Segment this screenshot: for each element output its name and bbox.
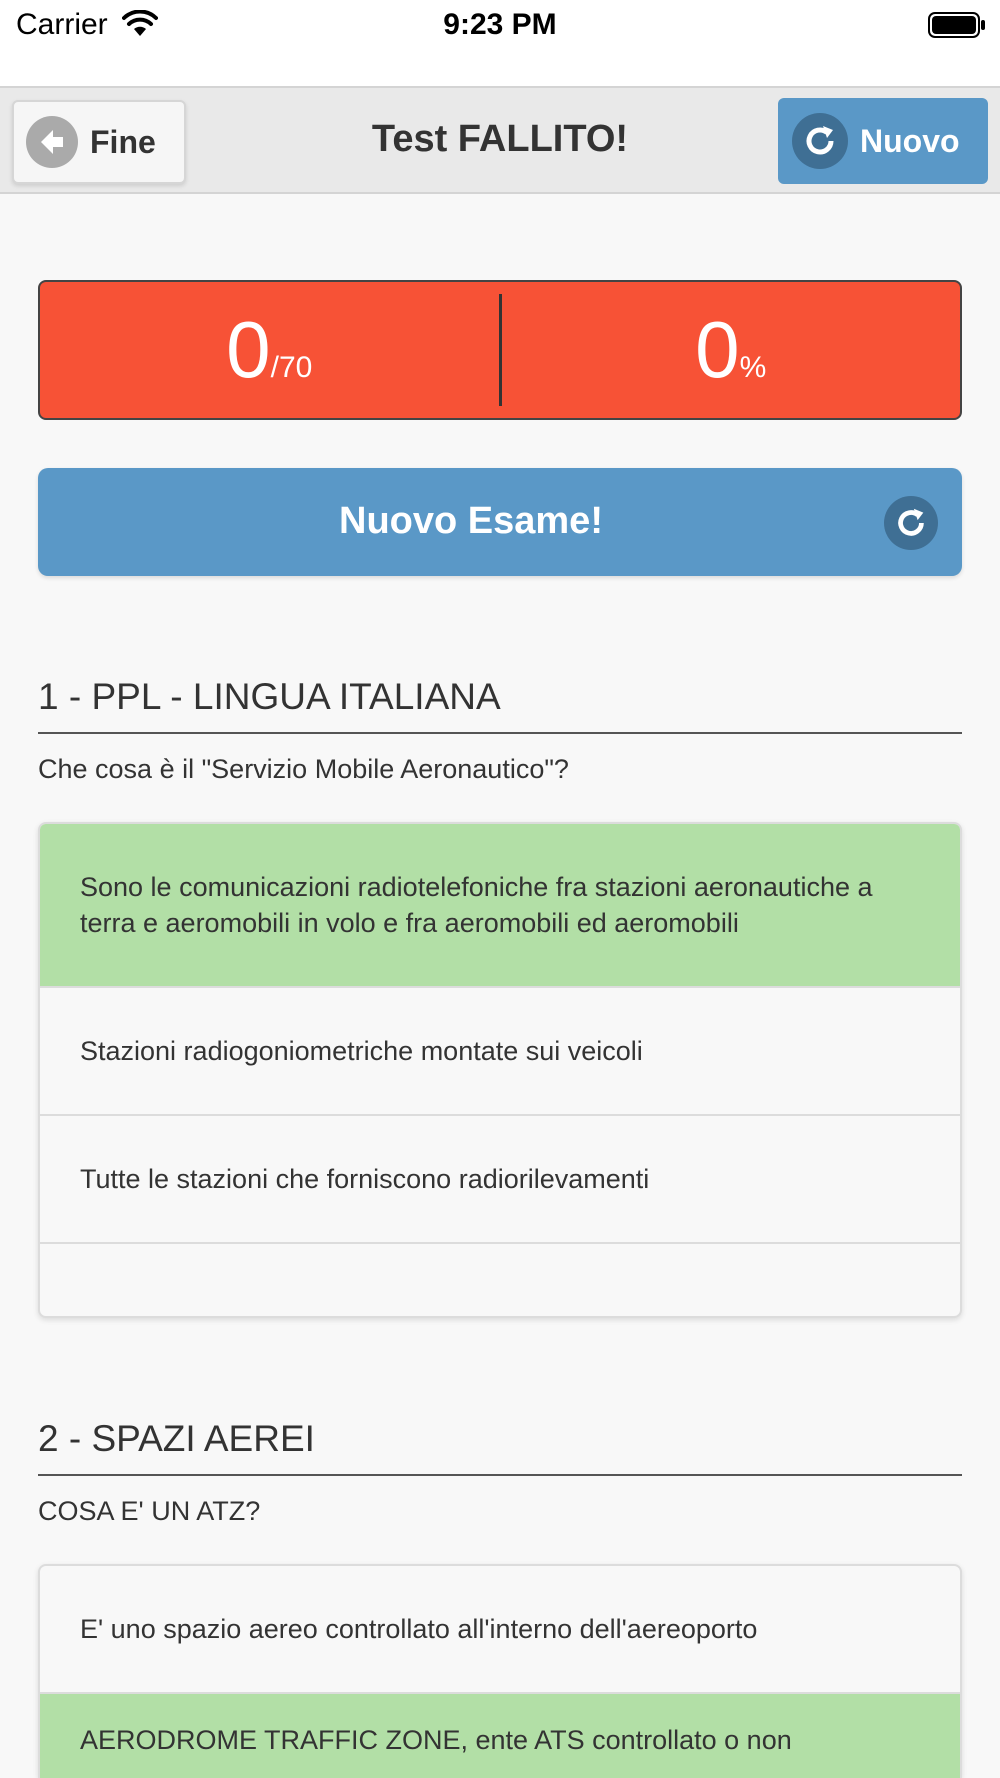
score-percent-sign: % [739, 351, 767, 384]
new-exam-button[interactable] [38, 468, 962, 576]
score-percentage [502, 305, 961, 394]
nuovo-button[interactable] [778, 98, 988, 184]
clock-time: 9:23 PM [443, 8, 557, 41]
score-correct: 0 [226, 305, 271, 394]
answer-list [38, 1564, 962, 1778]
question-title: 1 - PPL - LINGUA ITALIANA [38, 676, 962, 734]
refresh-icon [884, 496, 938, 550]
status-bar [0, 0, 1000, 86]
nuovo-button-label: Nuovo [860, 122, 960, 159]
question-text: Che cosa è il "Servizio Mobile Aeronautico"? [38, 754, 569, 784]
nav-header [0, 86, 1000, 194]
fine-button-label: Fine [90, 123, 156, 160]
answer-list [38, 822, 962, 1318]
score-box [38, 280, 962, 420]
new-exam-label: Nuovo Esame! [339, 500, 603, 542]
refresh-icon [792, 113, 848, 169]
question-text: COSA E' UN ATZ? [38, 1496, 261, 1526]
answer-option-correct[interactable]: Sono le comunicazioni radiotelefoniche fra stazioni aeronautiche a terra e aeromobili in volo e fra aeromobili ed aeromobili [40, 824, 960, 988]
page-title: Test FALLITO! [371, 118, 629, 160]
battery-icon [928, 12, 986, 38]
answer-option-correct[interactable]: AERODROME TRAFFIC ZONE, ente ATS controllato o non [40, 1694, 960, 1778]
score-percent-value: 0 [695, 305, 740, 394]
score-count [40, 305, 499, 394]
answer-option[interactable]: Tutte le stazioni che forniscono radiorilevamenti [40, 1116, 960, 1244]
answer-option[interactable]: E' uno spazio aereo controllato all'interno dell'aereoporto [40, 1566, 960, 1694]
answer-option[interactable]: Stazioni radiogoniometriche montate sui veicoli [40, 988, 960, 1116]
score-total: /70 [270, 351, 313, 384]
answer-option[interactable] [40, 1244, 960, 1316]
carrier-label: Carrier [16, 8, 108, 41]
question-title: 2 - SPAZI AEREI [38, 1418, 962, 1476]
